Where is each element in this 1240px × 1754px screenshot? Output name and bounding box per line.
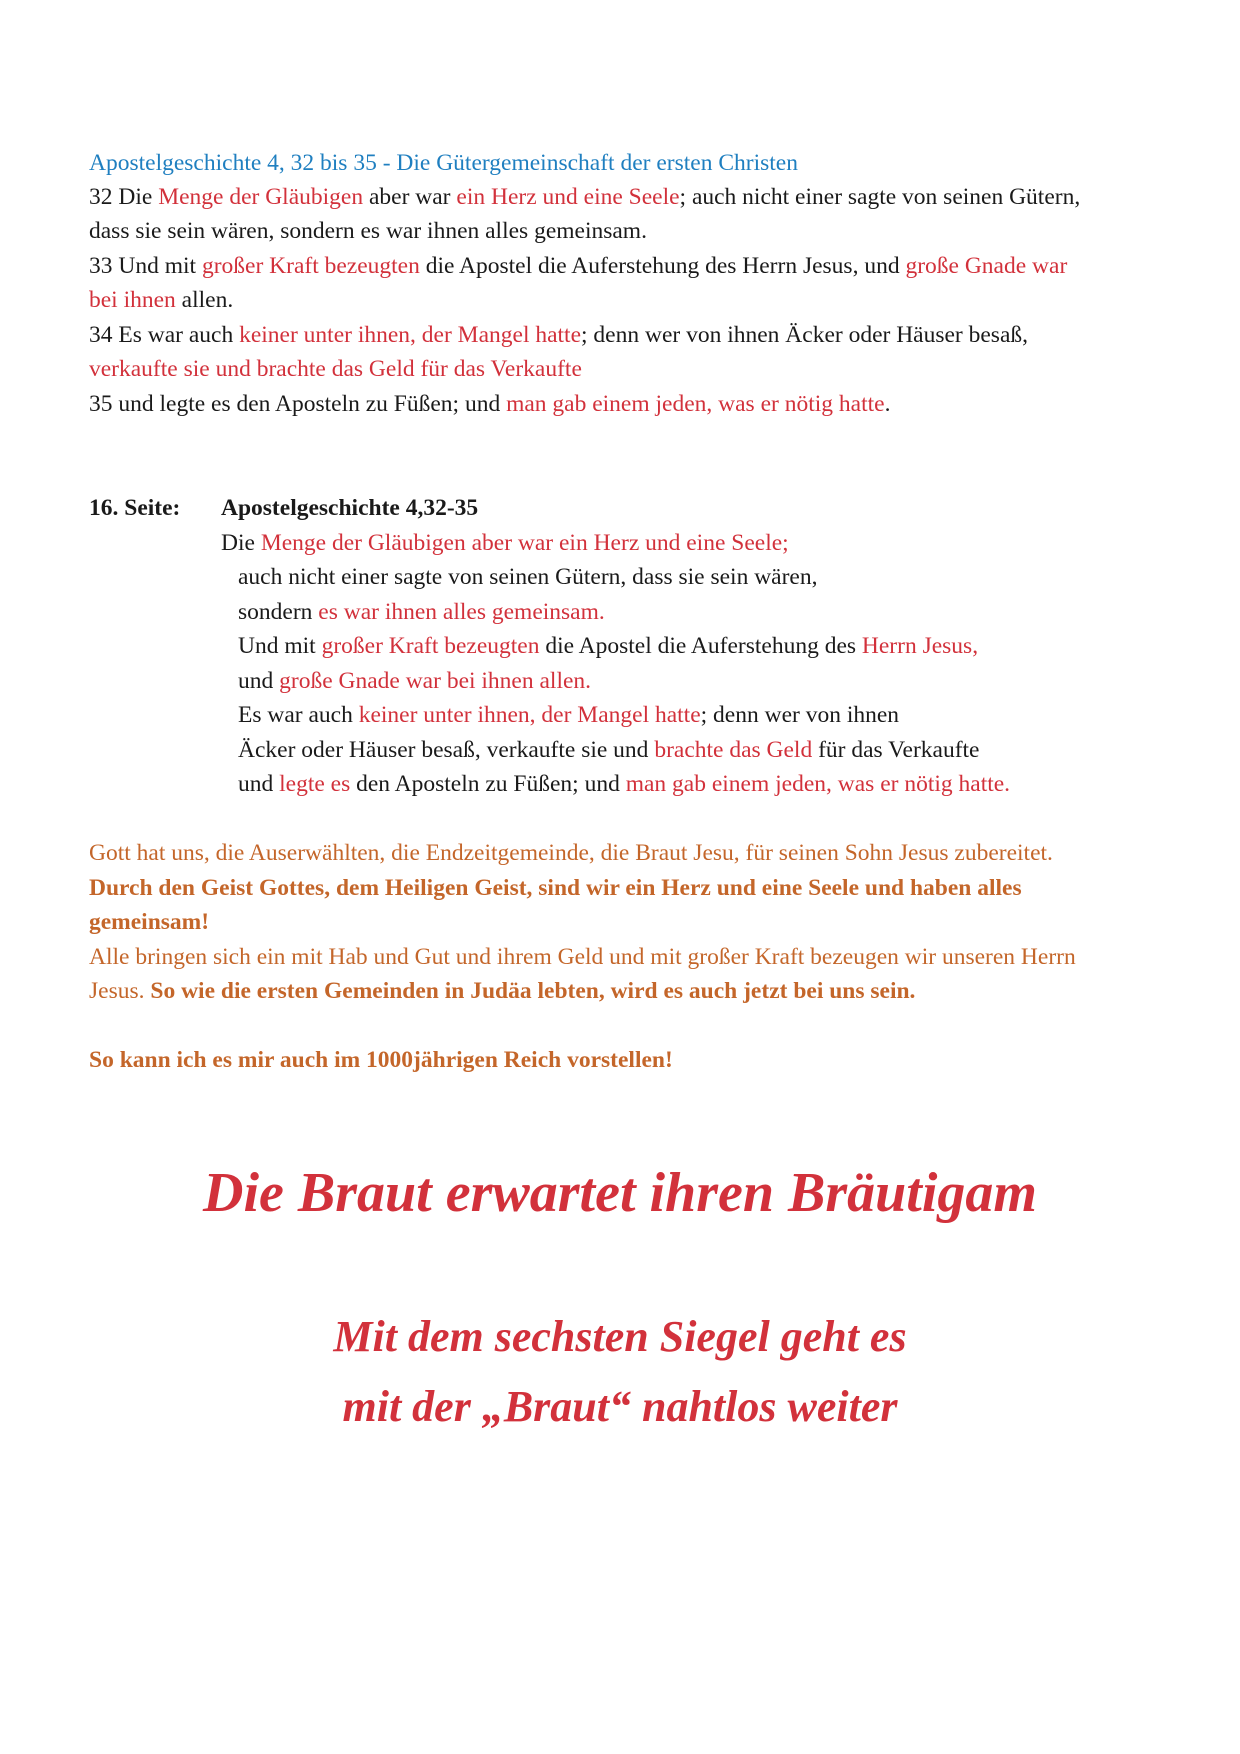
text-run: und: [238, 771, 280, 797]
highlight-run: großer Kraft bezeugten: [201, 253, 420, 279]
passage-line-5: [238, 664, 591, 698]
passage-title: Apostelgeschichte 4,32-35: [221, 495, 479, 521]
verse-32-line-1: [89, 180, 1080, 214]
highlight-run: großer Kraft bezeugten: [321, 633, 540, 659]
text-run: 34 Es war auch: [89, 322, 240, 348]
text-run: den Aposteln zu Füßen; und: [350, 771, 626, 797]
highlight-run: große Gnade war bei ihnen allen.: [279, 668, 592, 694]
text-run: die Apostel die Auferstehung des: [539, 633, 862, 659]
verse-33-line-1: [89, 249, 1067, 283]
text-run: allen.: [175, 287, 234, 313]
passage-line-4: [238, 629, 978, 663]
text-run: die Apostel die Auferstehung des Herrn Jesus, und: [419, 253, 906, 279]
text-run: 32 Die: [89, 184, 159, 210]
highlight-run: keiner unter ihnen, der Mangel hatte: [358, 702, 701, 728]
commentary-line-3: gemeinsam!: [89, 909, 210, 935]
highlight-run: Herrn Jesus,: [861, 633, 979, 659]
main-title: Die Braut erwartet ihren Bräutigam: [203, 1162, 1037, 1224]
text-run: ; auch nicht einer sagte von seinen Gütern,: [679, 184, 1081, 210]
commentary-closing: So kann ich es mir auch im 1000jährigen Reich vorstellen!: [89, 1047, 673, 1073]
commentary-line-2: Durch den Geist Gottes, dem Heiligen Geist, sind wir ein Herz und eine Seele und haben alles: [89, 875, 1022, 901]
verse-35-line: [89, 387, 890, 421]
passage-line-1: [221, 526, 789, 560]
highlight-run: Menge der Gläubigen aber war ein Herz und eine Seele;: [260, 530, 789, 556]
highlight-run: Menge der Gläubigen: [158, 184, 364, 210]
commentary-line-5: [89, 974, 915, 1008]
highlight-run: es war ihnen alles gemeinsam.: [318, 599, 605, 625]
highlight-run: man gab einem jeden, was er nötig hatte: [506, 391, 885, 417]
text-run: .: [884, 391, 891, 417]
subtitle-line-2: mit der „Braut“ nahtlos weiter: [342, 1382, 898, 1431]
highlight-run: ein Herz und eine Seele: [456, 184, 680, 210]
commentary-line-4: Alle bringen sich ein mit Hab und Gut und ihrem Geld und mit großer Kraft bezeugen wir unseren Herrn: [89, 944, 1076, 970]
commentary-line-1: Gott hat uns, die Auserwählten, die Endzeitgemeinde, die Braut Jesu, für seinen Sohn Jesus zubereitet.: [89, 840, 1053, 866]
highlight-run: große Gnade war: [905, 253, 1068, 279]
subtitle-line-1: Mit dem sechsten Siegel geht es: [333, 1312, 907, 1361]
text-run: ; denn wer von ihnen Äcker oder Häuser besaß,: [581, 322, 1029, 348]
verse-34-line-2: verkaufte sie und brachte das Geld für das Verkaufte: [89, 356, 582, 382]
verse-32-line-2: dass sie sein wären, sondern es war ihnen alles gemeinsam.: [89, 218, 647, 244]
text-run: Die: [221, 530, 261, 556]
text-run: für das Verkaufte: [812, 737, 980, 763]
text-run: Äcker oder Häuser besaß, verkaufte sie und: [238, 737, 655, 763]
text-run: 33 Und mit: [89, 253, 202, 279]
page-label: 16. Seite:: [89, 495, 181, 521]
passage-line-8: [238, 767, 1010, 801]
text-run: aber war: [363, 184, 457, 210]
passage-line-3: [238, 595, 605, 629]
text-run: Es war auch: [238, 702, 359, 728]
highlight-run: legte es: [279, 771, 351, 797]
text-run: sondern: [238, 599, 319, 625]
text-run: Und mit: [238, 633, 322, 659]
emphasis-run: So wie die ersten Gemeinden in Judäa lebten, wird es auch jetzt bei uns sein.: [150, 978, 916, 1004]
text-run: Jesus.: [89, 978, 151, 1004]
highlight-run: man gab einem jeden, was er nötig hatte.: [625, 771, 1011, 797]
verse-33-line-2: [89, 283, 233, 317]
text-run: und: [238, 668, 280, 694]
passage-line-7: [238, 733, 979, 767]
section-heading: Apostelgeschichte 4, 32 bis 35 - Die Gütergemeinschaft der ersten Christen: [89, 150, 798, 176]
highlight-run: keiner unter ihnen, der Mangel hatte: [239, 322, 582, 348]
highlight-run: brachte das Geld: [654, 737, 813, 763]
text-run: 35 und legte es den Aposteln zu Füßen; und: [89, 391, 507, 417]
verse-34-line-1: [89, 318, 1028, 352]
text-run: ; denn wer von ihnen: [700, 702, 900, 728]
passage-line-2: auch nicht einer sagte von seinen Gütern, dass sie sein wären,: [238, 564, 818, 590]
highlight-run: bei ihnen: [89, 287, 176, 313]
passage-line-6: [238, 698, 899, 732]
